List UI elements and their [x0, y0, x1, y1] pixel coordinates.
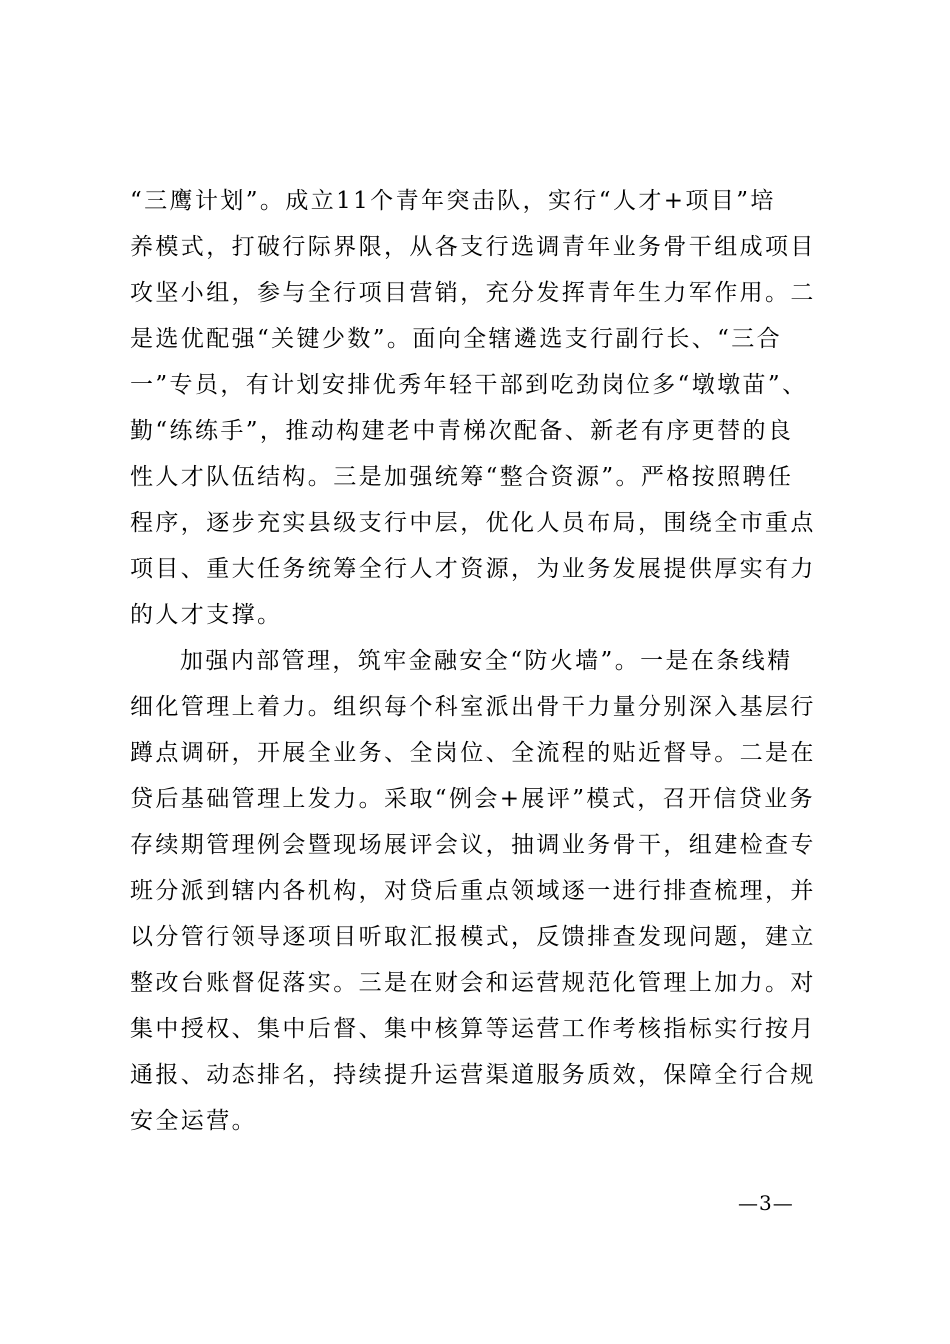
text-line: 整改台账督促落实。三是在财会和运营规范化管理上加力。对 — [130, 970, 816, 996]
text-line: 存续期管理例会暨现场展评会议，抽调业务骨干，组建检查专 — [130, 832, 816, 858]
text-line: 通报、动态排名，持续提升运营渠道服务质效，保障全行合规 — [130, 1062, 816, 1088]
text-line: 勤“练练手”，推动构建老中青梯次配备、新老有序更替的良 — [130, 418, 794, 444]
text-line: 养模式，打破行际界限，从各支行选调青年业务骨干组成项目 — [130, 234, 816, 260]
text-line: 加强内部管理，筑牢金融安全“防火墙”。一是在条线精 — [180, 648, 793, 674]
body-text — [130, 178, 830, 1144]
paragraph-internal-management — [130, 638, 830, 1144]
text-line: 的人才支撑。 — [130, 602, 283, 628]
text-line: 攻坚小组，参与全行项目营销，充分发挥青年生力军作用。二 — [130, 280, 816, 306]
text-line: 班分派到辖内各机构，对贷后重点领域逐一进行排查梳理，并 — [130, 878, 816, 904]
paragraph-talent — [130, 178, 830, 638]
text-line: 贷后基础管理上发力。采取“例会+展评”模式，召开信贷业务 — [130, 786, 815, 812]
text-line: 蹲点调研，开展全业务、全岗位、全流程的贴近督导。二是在 — [130, 740, 816, 766]
text-line: 性人才队伍结构。三是加强统筹“整合资源”。严格按照聘任 — [130, 464, 794, 490]
text-line: 集中授权、集中后督、集中核算等运营工作考核指标实行按月 — [130, 1016, 816, 1042]
text-line: “三鹰计划”。成立11个青年突击队，实行“人才+项目”培 — [130, 188, 776, 214]
text-line: 是选优配强“关键少数”。面向全辖遴选支行副行长、“三合 — [130, 326, 783, 352]
text-line: 项目、重大任务统筹全行人才资源，为业务发展提供厚实有力 — [130, 556, 816, 582]
text-line: 程序，逐步充实县级支行中层，优化人员布局，围绕全市重点 — [130, 510, 816, 536]
page-number: —3— — [738, 1191, 794, 1215]
text-line: 安全运营。 — [130, 1108, 257, 1134]
text-line: 一”专员，有计划安排优秀年轻干部到吃劲岗位多“墩墩苗”、 — [130, 372, 808, 398]
text-line: 细化管理上着力。组织每个科室派出骨干力量分别深入基层行 — [130, 694, 816, 720]
text-line: 以分管行领导逐项目听取汇报模式，反馈排查发现问题，建立 — [130, 924, 816, 950]
